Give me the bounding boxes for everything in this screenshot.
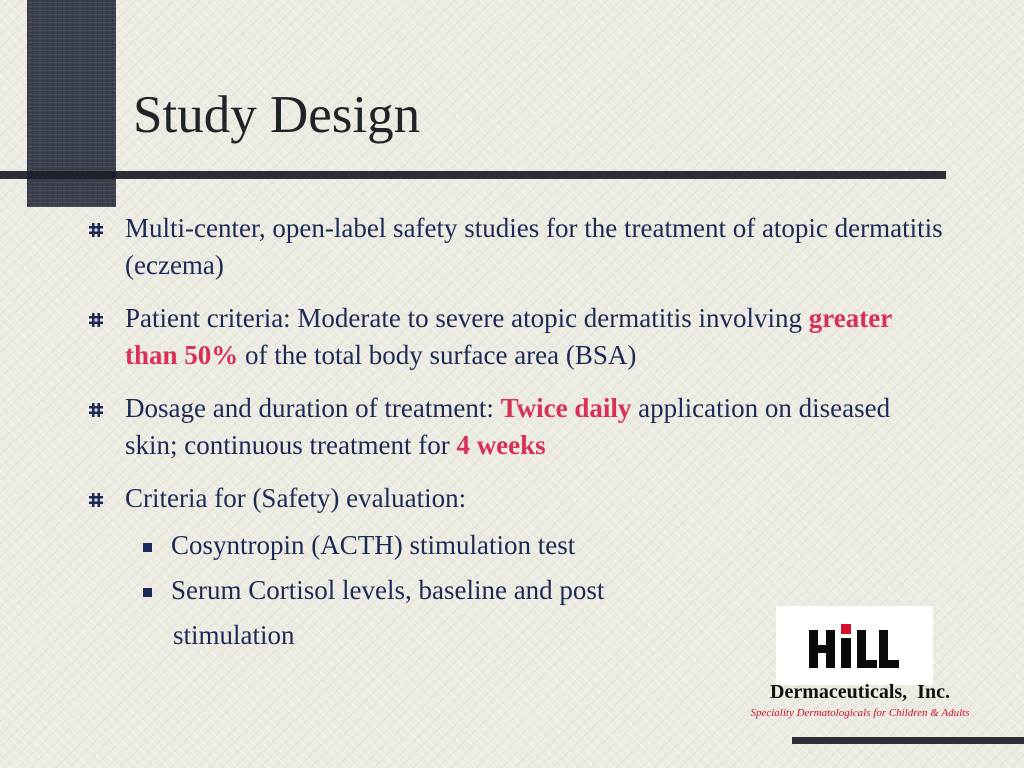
bullet-marker-icon [88,492,104,508]
highlight-frequency: Twice daily [500,393,632,423]
highlight-duration: 4 weeks [456,430,546,460]
bullet-text: Multi-center, open-label safety studies for the treatment of atopic dermatitis (eczema) [125,213,943,280]
title-divider [0,171,946,179]
bullet-dosage [88,390,948,464]
company-name: Dermaceuticals, Inc. [770,681,950,703]
bullet-text: application on diseased skin; continuous treatment for [125,393,891,460]
bullet-text: Criteria for (Safety) evaluation: [125,483,467,513]
company-logo [776,606,933,685]
company-tagline: Speciality Dermatologicals for Children & Adults [750,707,970,719]
bullet-marker-icon [88,222,104,238]
bullet-list [88,210,948,674]
square-bullet-icon [143,588,152,597]
footer-divider [792,737,1024,744]
bullet-text: Dosage and duration of treatment: [125,393,501,423]
bullet-text: of the total body surface area (BSA) [238,340,637,370]
bullet-marker-icon [88,402,104,418]
sub-bullet-acth [125,523,948,568]
bullet-study-type [88,210,948,284]
bullet-marker-icon [88,312,104,328]
title-divider-accent [27,171,116,179]
slide-title: Study Design [133,86,421,144]
sub-bullet-text: Cosyntropin (ACTH) stimulation test [171,530,576,560]
bullet-patient-criteria [88,300,948,374]
bullet-text: Patient criteria: Moderate to severe atopic dermatitis involving [125,303,809,333]
sub-bullet-text: stimulation [173,620,295,650]
sub-bullet-text: Serum Cortisol levels, baseline and post [171,575,605,605]
square-bullet-icon [143,543,152,552]
hill-logo-icon [809,624,901,668]
highlight-bsa: greater than 50% [125,303,892,370]
